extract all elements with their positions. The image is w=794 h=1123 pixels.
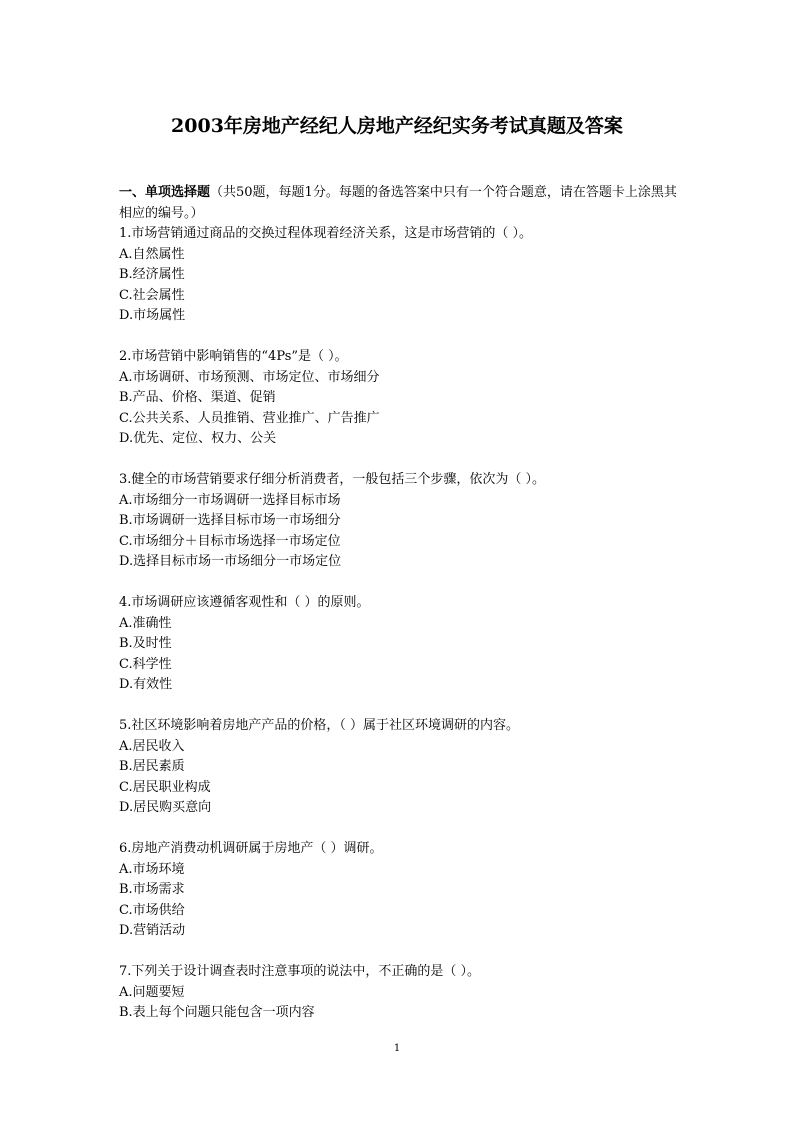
exam-content	[119, 183, 679, 1044]
section-heading: 一、单项选择题	[119, 185, 211, 200]
question-3	[119, 470, 679, 573]
answer-option: D.优先、定位、权力、公关	[119, 431, 277, 446]
answer-option: A.市场细分一市场调研一选择目标市场	[119, 492, 341, 508]
answer-option: B.产品、价格、渠道、促销	[119, 390, 276, 405]
question-stem: 6.房地产消费动机调研属于房地产（ ）调研。	[119, 841, 383, 856]
answer-option: D.营销活动	[119, 923, 186, 938]
question-stem: 5.社区环境影响着房地产产品的价格，（ ）属于社区环境调研的内容。	[119, 718, 520, 733]
section-header	[119, 183, 679, 224]
answer-option: D.选择目标市场一市场细分一市场定位	[119, 554, 342, 569]
answer-option: A.市场环境	[119, 861, 185, 877]
answer-option: A.问题要短	[119, 984, 185, 1000]
question-6	[119, 839, 679, 942]
question-stem: 3.健全的市场营销要求仔细分析消费者，一般包括三个步骤，依次为（ ）。	[119, 472, 546, 487]
answer-option: C.公共关系、人员推销、营业推广、广告推广	[119, 410, 380, 426]
answer-option: B.经济属性	[119, 267, 185, 282]
question-stem: 4.市场调研应该遵循客观性和（ ）的原则。	[119, 595, 370, 610]
answer-option: A.自然属性	[119, 246, 185, 262]
answer-option: A.居民收入	[119, 738, 185, 754]
answer-option: B.及时性	[119, 636, 172, 651]
answer-option: A.市场调研、市场预测、市场定位、市场细分	[119, 369, 380, 385]
page-title: 2003年房地产经纪人房地产经纪实务考试真题及答案	[171, 115, 623, 137]
question-4	[119, 593, 679, 696]
answer-option: C.市场供给	[119, 902, 185, 918]
answer-option: D.居民购买意向	[119, 800, 212, 815]
answer-option: B.市场调研一选择目标市场一市场细分	[119, 513, 341, 528]
question-5	[119, 716, 679, 819]
answer-option: D.有效性	[119, 677, 173, 692]
answer-option: B.居民素质	[119, 759, 185, 774]
answer-option: B.表上每个问题只能包含一项内容	[119, 1005, 315, 1020]
question-1	[119, 224, 679, 327]
section-instructions: （共50题，每题1分。每题的备选答案中只有一个符合题意，请在答题卡上涂黑其相应的编号。）	[119, 185, 677, 221]
question-list	[119, 224, 679, 1024]
answer-option: C.社会属性	[119, 287, 185, 303]
page-number: 1	[393, 1043, 401, 1054]
question-stem: 1.市场营销通过商品的交换过程体现着经济关系，这是市场营销的（ ）。	[119, 226, 533, 241]
answer-option: C.市场细分＋目标市场选择一市场定位	[119, 533, 341, 549]
question-stem: 7.下列关于设计调查表时注意事项的说法中，不正确的是（ ）。	[119, 964, 481, 979]
answer-option: C.科学性	[119, 656, 172, 672]
question-2	[119, 347, 679, 450]
answer-option: B.市场需求	[119, 882, 185, 897]
answer-option: D.市场属性	[119, 308, 186, 323]
question-stem: 2.市场营销中影响销售的“4Ps”是（ ）。	[119, 349, 348, 364]
answer-option: A.准确性	[119, 615, 172, 631]
question-7	[119, 962, 679, 1024]
answer-option: C.居民职业构成	[119, 779, 211, 795]
